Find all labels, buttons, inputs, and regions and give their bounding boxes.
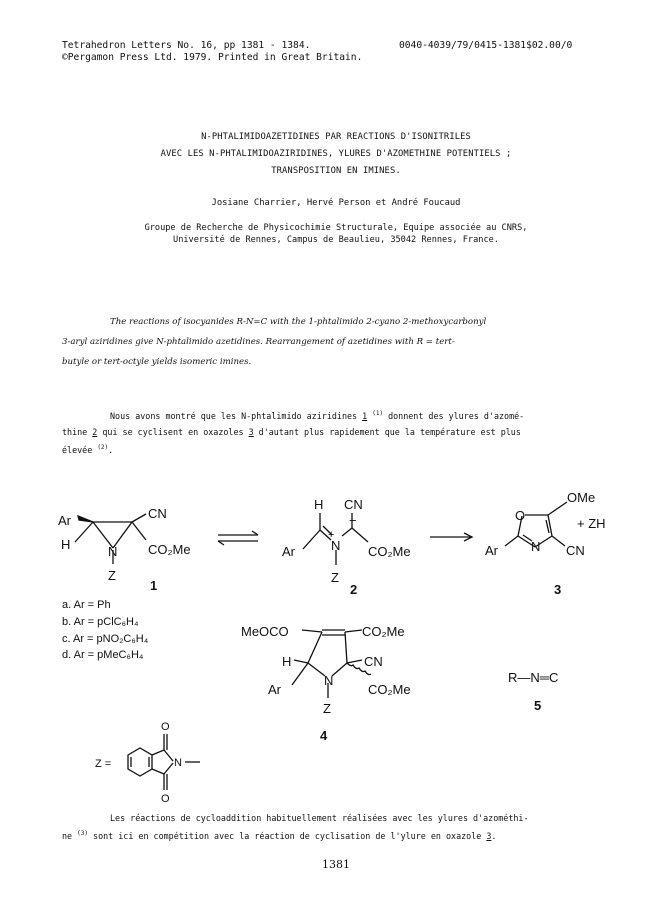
- ref-compound-3b: 3: [486, 830, 492, 841]
- c2-cn: CN: [344, 497, 363, 512]
- reaction-scheme: [0, 480, 672, 810]
- c4-cn: CN: [364, 654, 383, 669]
- c1-h: H: [61, 537, 71, 552]
- c1-cn: CN: [148, 506, 167, 521]
- c2-minus: −: [349, 513, 357, 528]
- title-line-1: N-PHTALIMIDOAZETIDINES PAR REACTIONS D'ISONITRILES: [201, 132, 471, 142]
- c2-co2me: CO₂Me: [368, 544, 411, 559]
- c2-ar: Ar: [282, 544, 295, 559]
- compound-number-1: 1: [150, 578, 158, 593]
- z-o-bottom: O: [161, 793, 170, 805]
- page-number: 1381: [322, 858, 350, 871]
- abstract-line-3: butyle or tert-octyle yields isomeric imines.: [62, 357, 252, 367]
- citation-3: (3): [77, 830, 88, 837]
- c4-z: Z: [323, 701, 331, 716]
- title-line-3: TRANSPOSITION EN IMINES.: [271, 166, 401, 176]
- c3-ar: Ar: [485, 543, 498, 558]
- citation-1: (1): [372, 410, 384, 417]
- c1-co2me: CO₂Me: [148, 542, 191, 557]
- c5-formula: R—N═C: [508, 670, 559, 685]
- c4-co2me: CO₂Me: [368, 682, 411, 697]
- article-code: 0040-4039/79/0415-1381$02.00/0: [399, 40, 573, 51]
- para1-line-2: thine 2 qui se cyclisent en oxazoles 3 d'autant plus rapidement que la température est plus: [62, 427, 521, 437]
- ref-compound-2: 2: [92, 427, 98, 437]
- c4-ar: Ar: [268, 682, 281, 697]
- abstract-line-2: 3-aryl aziridines give N-phtalimido azetidines. Rearrangement of azetidines with R = tert-: [62, 337, 455, 347]
- c3-plus-zh: + ZH: [577, 516, 606, 531]
- affiliation-line-1: Groupe de Recherche de Physicochimie Structurale, Equipe associée au CNRS,: [144, 223, 528, 233]
- z-n: N: [174, 757, 182, 769]
- c3-o: O: [515, 508, 526, 523]
- compound-number-5: 5: [534, 698, 542, 713]
- citation-2: (2): [97, 444, 109, 451]
- variant-c: c. Ar = pNO₂C₆H₄: [62, 633, 149, 645]
- c1-ar: Ar: [58, 513, 71, 528]
- para2-line-2: ne $^{(3)}$ sont ici en compétition avec la réaction de cyclisation de l'ylure en oxazole 3.: [62, 830, 497, 841]
- c4-h: H: [282, 654, 292, 669]
- z-definition-label: Z =: [95, 758, 112, 770]
- c4-co2me-top: CO₂Me: [362, 624, 405, 639]
- authors: Josiane Charrier, Hervé Person et André Foucaud: [211, 198, 461, 208]
- publisher-line: ©Pergamon Press Ltd. 1979. Printed in Great Britain.: [62, 52, 363, 63]
- affiliation-line-2: Université de Rennes, Campus de Beaulieu, 35042 Rennes, France.: [173, 235, 499, 245]
- variant-a: a. Ar = Ph: [62, 599, 111, 611]
- c1-z: Z: [108, 568, 116, 583]
- compound-number-2: 2: [350, 582, 358, 597]
- variant-b: b. Ar = pClC₆H₄: [62, 616, 139, 628]
- c3-ome: OMe: [567, 490, 596, 505]
- para2-line-1: Les réactions de cycloaddition habituellement réalisées avec les ylures d'azométhi-: [110, 813, 529, 823]
- c1-n: N: [108, 544, 118, 559]
- c2-plus: +: [328, 529, 335, 541]
- c2-n: N: [331, 538, 341, 553]
- compound-number-3: 3: [554, 582, 562, 597]
- c4-meoco: MeOCO: [241, 624, 289, 639]
- c4-n: N: [324, 673, 334, 688]
- c2-z: Z: [331, 570, 339, 585]
- c3-n: N: [531, 539, 541, 554]
- para1-line-1: Nous avons montré que les N-phtalimido aziridines 1 $^{(1)}$ donnent des ylures d'azomé-: [110, 410, 525, 421]
- ref-compound-3: 3: [248, 427, 254, 437]
- para1-line-3: élevée $^{(2)}$.: [62, 444, 114, 455]
- z-o-top: O: [161, 721, 170, 733]
- abstract-line-1: The reactions of isocyanides R-N=C with the 1-phtalimido 2-cyano 2-methoxycarbonyl: [110, 317, 487, 327]
- ref-compound-1: 1: [362, 410, 368, 421]
- title-line-2: AVEC LES N-PHTALIMIDOAZIRIDINES, YLURES D'AZOMETHINE POTENTIELS ;: [160, 149, 512, 159]
- c2-h: H: [314, 497, 324, 512]
- compound-number-4: 4: [320, 728, 328, 743]
- variant-d: d. Ar = pMeC₆H₄: [62, 649, 144, 661]
- journal-line: Tetrahedron Letters No. 16, pp 1381 - 1384.: [62, 40, 311, 51]
- c3-cn: CN: [566, 543, 585, 558]
